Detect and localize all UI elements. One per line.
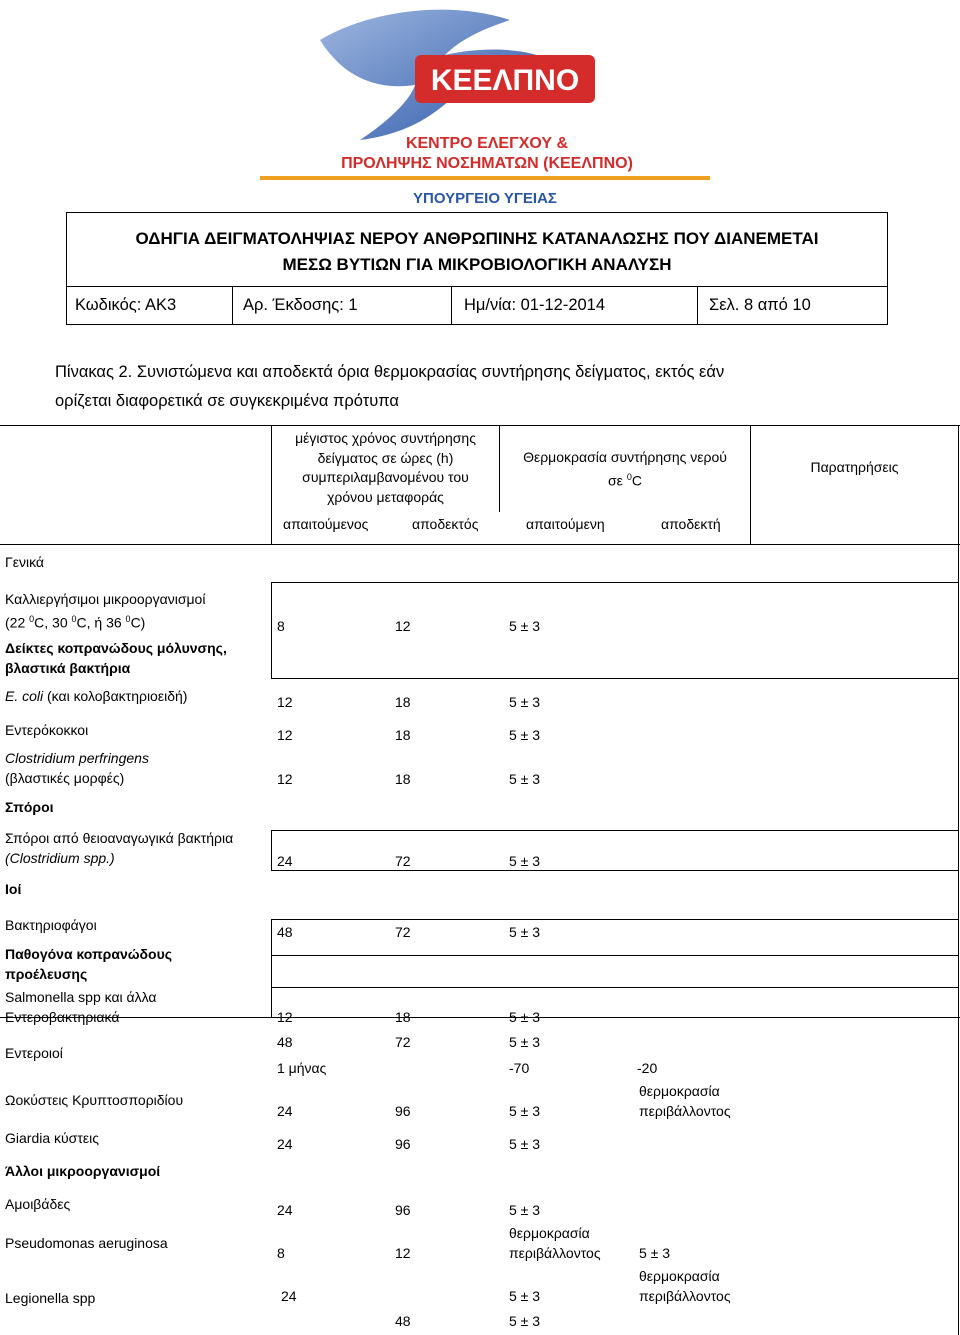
cell-required-temp: 5 ± 3	[509, 1136, 541, 1152]
cell-acceptable-temp	[639, 1267, 731, 1306]
logo-subtitle-2: ΠΡΟΛΗΨΗΣ ΝΟΣΗΜΑΤΩΝ (ΚΕΕΛΠΝΟ)	[341, 155, 633, 172]
degree-sup: 0	[626, 471, 632, 482]
row-culturable-name	[5, 590, 205, 633]
degree-sup: 0	[125, 613, 131, 624]
col-header-time-line: χρόνου μεταφοράς	[327, 488, 444, 505]
cell-required-time: 12	[277, 727, 293, 743]
cell-required-temp	[509, 1224, 601, 1263]
header-divider	[66, 286, 888, 287]
col-header-time	[272, 429, 499, 507]
row-clostridium-line2: (βλαστικές μορφές)	[5, 769, 125, 786]
table-caption-line1: Πίνακας 2. Συνιστώμενα και αποδεκτά όρια θερμοκρασίας συντήρησης δείγματος, εκτός εάν	[55, 363, 725, 381]
document-title-line2: ΜΕΣΩ ΒΥΤΙΩΝ ΓΙΑ ΜΙΚΡΟΒΙΟΛΟΓΙΚΗ ΑΝΑΛΥΣΗ	[282, 255, 672, 274]
cell-required-temp: 5 ± 3	[509, 1034, 541, 1050]
row-salmonella-line2: Εντεροβακτηριακά	[5, 1008, 120, 1025]
row-enteroviruses-name: Εντεροιοί	[5, 1045, 63, 1061]
logo-divider	[260, 176, 710, 180]
section-other: Άλλοι μικροοργανισμοί	[5, 1163, 161, 1179]
degree-sup: 0	[29, 613, 35, 624]
cell-required-temp: 5 ± 3	[509, 618, 541, 634]
table-rule	[271, 870, 959, 871]
text-part: C, 30	[34, 614, 68, 631]
cell-required-temp: 5 ± 3	[509, 727, 541, 743]
cell-acceptable-time: 72	[395, 1034, 411, 1050]
cell-required-time: 24	[281, 1288, 297, 1304]
cell-required-temp: -70	[509, 1060, 530, 1076]
col-header-temperature-text: σε	[608, 472, 623, 489]
section-viruses: Ιοί	[5, 881, 22, 897]
document-page: Σελ. 8 από 10	[709, 296, 811, 314]
cell-acceptable-time: 18	[395, 727, 411, 743]
col-header-time-line: δείγματος σε ώρες (h)	[317, 449, 454, 466]
cell-acceptable-time: 72	[395, 924, 411, 940]
cell-acceptable-temp-line: περιβάλλοντος	[639, 1287, 731, 1304]
cell-required-time: 24	[277, 853, 293, 869]
row-salmonella-line1: Salmonella spp και άλλα	[5, 989, 157, 1005]
section-fecal-indicators	[5, 639, 227, 678]
cell-required-temp: 5 ± 3	[509, 771, 541, 787]
section-fecal-pathogens-line: Παθογόνα κοπρανώδους	[5, 946, 173, 962]
table-rule	[271, 830, 272, 870]
section-fecal-pathogens	[5, 945, 172, 984]
cell-required-temp: 5 ± 3	[509, 1103, 541, 1119]
cell-acceptable-time: 18	[395, 1009, 411, 1025]
cell-required-time: 1 μήνας	[277, 1060, 327, 1076]
cell-required-temp: 5 ± 3	[509, 694, 541, 710]
storage-limits-table	[0, 425, 960, 1335]
row-legionella-name: Legionella spp	[5, 1290, 96, 1306]
row-cryptosporidium-name: Ωοκύστεις Κρυπτοσποριδίου	[5, 1092, 184, 1108]
header-col-divider	[451, 286, 452, 325]
row-clostridium-name	[5, 749, 149, 788]
table-rule	[271, 919, 959, 920]
cell-required-temp-line: θερμοκρασία	[509, 1225, 590, 1241]
row-giardia-name: Giardia κύστεις	[5, 1130, 99, 1146]
cell-acceptable-time: 72	[395, 853, 411, 869]
cell-required-temp: 5 ± 3	[509, 1202, 541, 1218]
cell-acceptable-temp	[639, 1082, 731, 1121]
section-general: Γενικά	[5, 554, 44, 570]
col-header-temperature-line	[500, 468, 750, 491]
cell-acceptable-temp-line: θερμοκρασία	[639, 1268, 720, 1284]
section-fecal-indicators-line: Δείκτες κοπρανώδους μόλυνσης,	[5, 640, 227, 656]
col-header-temperature-unit: C	[631, 472, 642, 489]
text-part: C, ή 36	[76, 614, 122, 631]
col-header-time-line: συμπεριλαμβανομένου του	[302, 469, 469, 485]
cell-required-time: 24	[277, 1202, 293, 1218]
cell-required-time: 24	[277, 1103, 293, 1119]
subheader-acceptable-time: αποδεκτός	[412, 516, 479, 532]
cell-acceptable-time: 18	[395, 771, 411, 787]
cell-required-time: 8	[277, 1245, 285, 1261]
degree-sup: 0	[71, 613, 77, 624]
row-amoebae-name: Αμοιβάδες	[5, 1196, 71, 1212]
document-date: Ημ/νία: 01-12-2014	[464, 296, 606, 314]
cell-required-temp: 5 ± 3	[509, 1313, 541, 1329]
section-fecal-indicators-line: βλαστικά βακτήρια	[5, 659, 131, 676]
row-bacteriophages-name: Βακτηριοφάγοι	[5, 917, 97, 933]
text-part: (και κολοβακτηριοειδή)	[47, 688, 188, 704]
table-border	[958, 425, 959, 1335]
organization-logo	[250, 0, 720, 210]
section-spores: Σπόροι	[5, 799, 54, 815]
table-rule	[271, 987, 959, 988]
subheader-required-time: απαιτούμενος	[283, 516, 369, 532]
document-code: Κωδικός: ΑΚ3	[75, 296, 177, 314]
cell-required-time: 48	[277, 1034, 293, 1050]
table-rule	[271, 582, 272, 678]
logo-ministry: ΥΠΟΥΡΓΕΙΟ ΥΓΕΙΑΣ	[413, 190, 557, 207]
cell-acceptable-time: 96	[395, 1136, 411, 1152]
section-fecal-pathogens-line: προέλευσης	[5, 965, 88, 982]
cell-acceptable-time: 12	[395, 1245, 411, 1261]
cell-acceptable-time: 12	[395, 618, 411, 634]
row-salmonella-name	[5, 988, 157, 1027]
cell-required-time: 12	[277, 1009, 293, 1025]
col-header-time-line: μέγιστος χρόνος συντήρησης	[295, 430, 476, 446]
subheader-acceptable-temp: αποδεκτή	[661, 516, 721, 532]
row-clostridium-line1: Clostridium perfringens	[5, 750, 149, 766]
row-enterococci-name: Εντερόκοκκοι	[5, 722, 89, 738]
text-part: (22	[5, 614, 26, 631]
table-border	[0, 425, 960, 426]
brand-name: ΚΕΕΛΠΝΟ	[430, 64, 580, 97]
cell-required-temp: 5 ± 3	[509, 924, 541, 940]
table-caption	[55, 358, 905, 416]
row-ecoli-name	[5, 687, 187, 707]
row-spores-name	[5, 829, 233, 868]
row-culturable-line1: Καλλιεργήσιμοι μικροοργανισμοί	[5, 591, 206, 607]
document-version: Αρ. Έκδοσης: 1	[243, 296, 358, 314]
header-col-divider	[697, 286, 698, 325]
col-header-temperature-line: Θερμοκρασία συντήρησης νερού	[523, 449, 727, 465]
cell-acceptable-temp: -20	[637, 1060, 658, 1076]
table-rule	[271, 582, 959, 583]
cell-required-time: 24	[277, 1136, 293, 1152]
table-rule	[271, 678, 959, 679]
cell-acceptable-time: 18	[395, 694, 411, 710]
logo-subtitle-1: ΚΕΝΤΡΟ ΕΛΕΓΧΟΥ &	[405, 135, 569, 152]
cell-acceptable-time: 96	[395, 1103, 411, 1119]
cell-required-temp: 5 ± 3	[509, 853, 541, 869]
species-name: E. coli	[5, 688, 44, 704]
logo-graphic	[250, 0, 720, 210]
table-rule	[0, 544, 960, 545]
table-caption-line2: ορίζεται διαφορετικά σε συγκεκριμένα πρότυπα	[55, 392, 399, 410]
table-rule	[271, 830, 959, 831]
header-col-divider	[232, 286, 233, 325]
text-part: C)	[130, 614, 146, 631]
cell-acceptable-temp: 5 ± 3	[639, 1245, 671, 1261]
table-rule	[271, 919, 272, 1017]
cell-required-temp: 5 ± 3	[509, 1009, 541, 1025]
cell-acceptable-temp-line: περιβάλλοντος	[639, 1102, 731, 1119]
cell-acceptable-time: 48	[395, 1313, 411, 1329]
col-header-temperature	[500, 448, 750, 491]
row-pseudomonas-name: Pseudomonas aeruginosa	[5, 1235, 168, 1251]
row-culturable-line2	[5, 610, 205, 633]
col-header-notes: Παρατηρήσεις	[810, 459, 899, 475]
document-title-line1: ΟΔΗΓΙΑ ΔΕΙΓΜΑΤΟΛΗΨΙΑΣ ΝΕΡΟΥ ΑΝΘΡΩΠΙΝΗΣ ΚΑΤΑΝΑΛΩΣΗΣ ΠΟΥ ΔΙΑΝΕΜΕΤΑΙ	[135, 229, 819, 248]
cell-acceptable-temp-line: θερμοκρασία	[639, 1083, 720, 1099]
cell-required-temp-line: περιβάλλοντος	[509, 1244, 601, 1261]
cell-acceptable-time: 96	[395, 1202, 411, 1218]
cell-required-time: 12	[277, 771, 293, 787]
cell-required-time: 12	[277, 694, 293, 710]
table-rule	[750, 425, 751, 544]
cell-required-temp: 5 ± 3	[509, 1288, 541, 1304]
cell-required-time: 48	[277, 924, 293, 940]
cell-required-time: 8	[277, 618, 285, 634]
subheader-required-temp: απαιτούμενη	[526, 516, 605, 532]
row-spores-line1: Σπόροι από θειοαναγωγικά βακτήρια	[5, 830, 234, 846]
document-title	[66, 226, 888, 278]
table-rule	[271, 955, 959, 956]
row-spores-line2: (Clostridium spp.)	[5, 849, 115, 866]
